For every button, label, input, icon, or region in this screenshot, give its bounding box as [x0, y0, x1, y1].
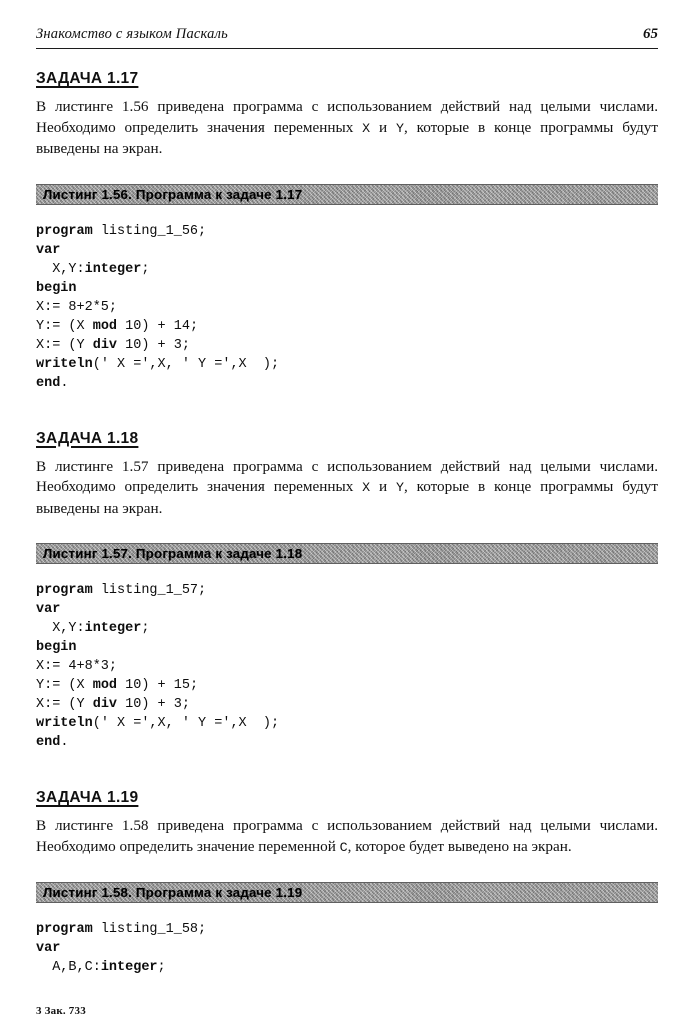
listing-title-bar	[36, 543, 658, 564]
code-line	[36, 581, 658, 600]
text-segment: , которое будет выведено на экран.	[347, 837, 572, 855]
text-segment: и	[370, 478, 396, 495]
code-segment: 10) + 15;	[117, 678, 199, 693]
code-segment: writeln	[36, 716, 93, 731]
code-line	[36, 298, 658, 317]
text-segment: X	[362, 120, 371, 136]
code-segment: X,Y:	[36, 261, 85, 277]
code-block	[36, 920, 658, 977]
code-segment: X:= 4+8*3;	[36, 659, 118, 674]
code-segment: (' X =',X, ' Y =',X );	[92, 716, 280, 731]
code-line	[36, 939, 658, 958]
code-line	[36, 355, 658, 374]
code-line	[36, 676, 658, 695]
code-segment: var	[36, 602, 61, 617]
code-block	[36, 581, 658, 752]
code-segment: begin	[36, 640, 77, 655]
text-segment: Y	[395, 480, 404, 495]
code-segment: ;	[141, 621, 150, 636]
page-footer	[36, 1005, 86, 1017]
task-description	[36, 816, 658, 858]
text-segment: C	[339, 839, 348, 855]
task-heading: ЗАДАЧА 1.18	[36, 429, 139, 447]
code-segment: ;	[141, 261, 150, 277]
code-segment: program	[36, 922, 93, 937]
task-description	[36, 97, 658, 160]
code-segment: end	[36, 735, 61, 750]
code-line	[36, 317, 658, 336]
code-segment: integer	[84, 261, 142, 277]
text-segment: , которые в конце программы будут выведены на экран.	[36, 118, 658, 157]
code-segment: 10) + 3;	[117, 697, 190, 712]
code-segment: X:= 8+2*5;	[36, 299, 118, 315]
code-line	[36, 260, 658, 279]
code-line	[36, 279, 658, 298]
code-line	[36, 958, 658, 977]
code-segment: Y:= (X	[36, 318, 93, 334]
code-segment: integer	[100, 960, 158, 975]
code-line	[36, 241, 658, 260]
code-segment: ;	[157, 960, 166, 975]
code-segment: end	[36, 375, 61, 391]
code-segment: listing_1_57;	[92, 583, 207, 598]
page-number: 65	[643, 26, 658, 42]
page-header	[36, 26, 658, 49]
code-segment: .	[60, 735, 69, 750]
chapter-title: Знакомство с языком Паскаль	[36, 26, 228, 42]
task-description	[36, 457, 658, 520]
task-heading: ЗАДАЧА 1.19	[36, 789, 139, 806]
code-segment: begin	[36, 280, 77, 296]
task-section-1-17	[36, 70, 658, 393]
code-segment: mod	[92, 678, 118, 693]
code-segment: var	[36, 242, 61, 258]
code-line	[36, 600, 658, 619]
task-section-1-19	[36, 789, 658, 977]
code-segment: listing_1_56;	[92, 223, 207, 239]
code-segment: (' X =',X, ' Y =',X );	[92, 356, 280, 372]
code-segment: listing_1_58;	[92, 922, 207, 937]
listing-title: Листинг 1.57. Программа к задаче 1.18	[43, 546, 303, 561]
code-segment: 10) + 3;	[117, 337, 190, 353]
code-line	[36, 714, 658, 733]
task-section-1-18	[36, 430, 658, 753]
listing-title: Листинг 1.58. Программа к задаче 1.19	[43, 885, 303, 900]
code-line	[36, 657, 658, 676]
code-segment: mod	[92, 318, 118, 334]
print-run-note: 3 Зак. 733	[36, 1005, 86, 1017]
code-line	[36, 920, 658, 939]
code-segment: X:= (Y	[36, 337, 93, 353]
code-segment: X:= (Y	[36, 697, 93, 712]
task-heading: ЗАДАЧА 1.17	[36, 70, 139, 87]
code-segment: program	[36, 223, 93, 239]
code-segment: X,Y:	[36, 621, 85, 636]
listing-title-bar	[36, 184, 658, 205]
code-line	[36, 336, 658, 355]
code-segment: div	[92, 337, 118, 353]
code-segment: writeln	[36, 356, 93, 372]
text-segment: X	[362, 480, 371, 495]
code-line	[36, 222, 658, 241]
listing-title-bar	[36, 882, 658, 903]
listing-title: Листинг 1.56. Программа к задаче 1.17	[43, 186, 303, 202]
code-segment: .	[60, 375, 69, 391]
code-line	[36, 374, 658, 393]
text-segment: В листинге 1.58 приведена программа с использованием действий над целыми числами. Необходимо определить значение переменной	[36, 817, 658, 855]
code-segment: 10) + 14;	[117, 318, 199, 334]
code-segment: integer	[84, 621, 142, 636]
code-segment: var	[36, 941, 61, 956]
code-line	[36, 733, 658, 752]
code-segment: A,B,C:	[36, 960, 101, 975]
code-line	[36, 638, 658, 657]
code-block	[36, 222, 658, 393]
text-segment: и	[370, 118, 396, 136]
text-segment: Y	[395, 120, 404, 136]
code-segment: div	[92, 697, 118, 712]
code-segment: program	[36, 583, 93, 598]
code-segment: Y:= (X	[36, 678, 93, 693]
text-segment: В листинге 1.56 приведена программа с использованием действий над целыми числами. Необходимо определить значения переменных	[36, 98, 658, 136]
text-segment: В листинге 1.57 приведена программа с использованием действий над целыми числами. Необходимо определить значения переменных	[36, 457, 658, 495]
code-line	[36, 619, 658, 638]
text-segment: , которые в конце программы будут выведены на экран.	[36, 478, 658, 517]
code-line	[36, 695, 658, 714]
